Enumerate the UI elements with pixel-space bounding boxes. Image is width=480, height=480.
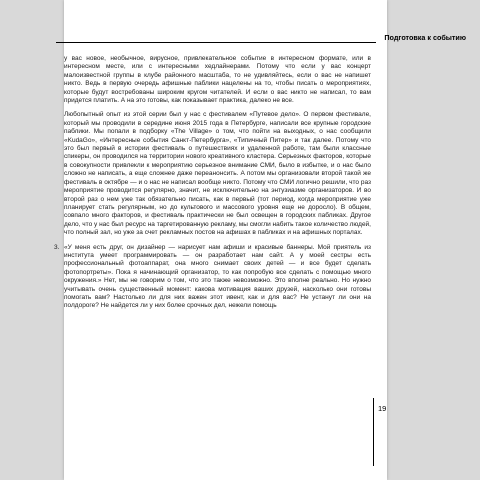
list-item-text: «У меня есть друг, он дизайнер — нарисует нам афиши и красивые баннеры. Мой приятель из института умеет программировать — он разработает нам сайт. А у моей сестры есть профессиональный фотоаппарат, она много снимает своих детей — и все будет сделать фотопортреты». Пока я начинающий организатор, то как попробую все сделать с помощью много окружения.» Нет, мы не говорим о том, что это также невозможно. Это вполне реально. Но нужно учитывать очень существенный момент: какова мотивация ваших друзей, насколько они готовы помогать вам? Настолько ли для них важен этот ивент, как и для вас? Не устанут ли они на полдороге? Не найдется ли у них более срочных дел, нежели помощь [64, 243, 371, 310]
list-item-number: 3. [54, 243, 60, 251]
page-number: 19 [378, 404, 387, 413]
list-item [54, 243, 371, 311]
page-body [54, 55, 371, 311]
running-header: Подготовка к событию [384, 33, 466, 42]
page-number-rule [373, 398, 374, 466]
header-rule [56, 42, 376, 43]
paragraph: у вас новое, необычное, вирусное, привлекательное событие в интересном формате, или в интересном месте, или с интересными хедлайнерами. Потому что если у вас концерт малоизвестной группы в клубе районного масштаба, то не удивляйтесь, если о вас не напишет никто. Ведь в первую очередь афишные паблики нацелены на то, чтобы писать о мероприятиях, которые будут востребованы широким кругом читателей. И если о вас никто не написал, то вам придется платить. А на это готовы, как показывает практика, далеко не все. [64, 55, 371, 105]
paragraph: Любопытный опыт из этой серии был у нас с фестивалем «Путевое дело». О первом фестивале, который мы проводили в середине июня 2015 года в Петербурге, написали все крупные городские паблики. Мы попали в подборку «The Village» о том, что пойти на выходных, о нас сообщили «KudaGo», «Интересные события Санкт-Петербурга», «Типичный Питер» и так далее. Потому что это был первый в истории фестиваль о путешествиях и удаленной работе, там были классные спикеры, он проводился на территории нового креативного кластера. Серьезных факторов, которые в совокупности привлекли к мероприятию серьезное внимание СМИ, было в избытке, и о нас было сложно не написать, а еще сложнее даже переанонсить. А потом мы организовали второй такой же фестиваль в октябре — и о нас не написал вообще никто. Потому что СМИ логично решили, что раз мероприятие проводится регулярно, значит, не исключительно на энтузиазме организаторов. И во второй раз о нем уже так обязательно писать, как в первый (тот период, когда мероприятие уже планирует стать регулярным, но до культового и массового уровня еще не доросло). В общем, совпало много факторов, и фестиваль практически не был освещен в городских пабликах. Другое дело, что у нас был ресурс на таргетированную рекламу, мы смогли набить такое количество людей, что полный зал, но уже за счет рекламных постов на афишах в пабликах и на афишных порталах. [64, 111, 371, 237]
